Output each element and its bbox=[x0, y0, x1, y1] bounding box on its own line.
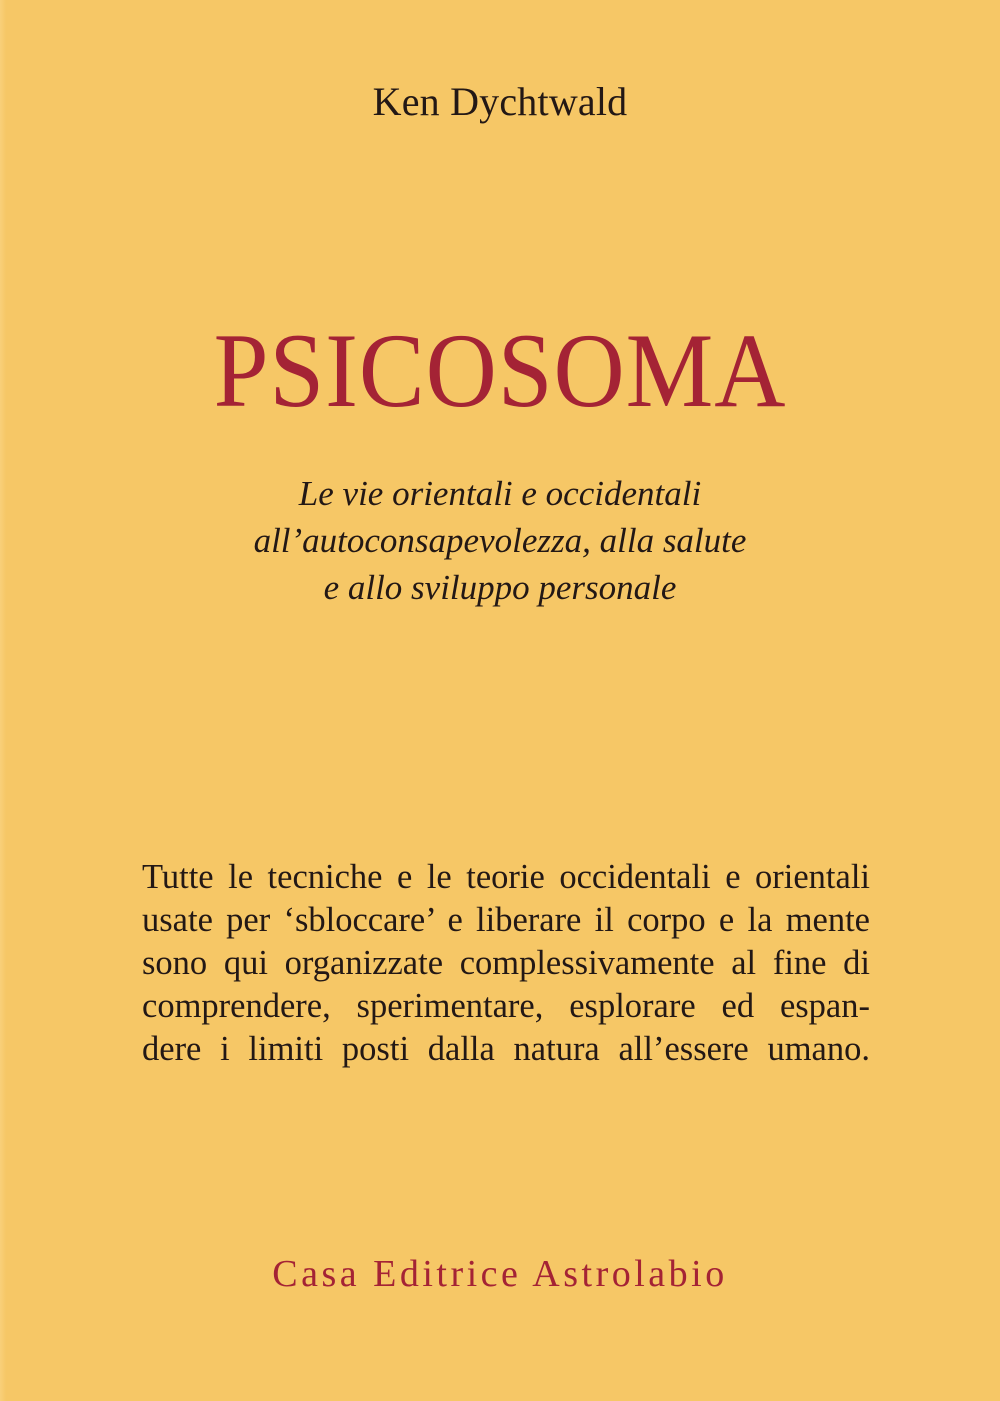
blurb-line: Tutte le tecniche e le teorie occidentali e orientali bbox=[142, 858, 870, 896]
book-subtitle bbox=[0, 470, 1000, 611]
book-blurb bbox=[142, 856, 870, 1071]
blurb-line: usate per ‘sbloccare’ e liberare il corpo e la mente bbox=[142, 901, 870, 939]
subtitle-line: all’autoconsapevolezza, alla salute bbox=[253, 521, 747, 560]
subtitle-line: Le vie orientali e occidentali bbox=[298, 474, 702, 513]
author-name: Ken Dychtwald bbox=[372, 79, 628, 124]
blurb-line: dere i limiti posti dalla natura all’essere umano. bbox=[142, 1030, 870, 1068]
book-title: PSICOSOMA bbox=[213, 312, 787, 429]
blurb-line: comprendere, sperimentare, esplorare ed espan- bbox=[142, 987, 870, 1025]
spine-edge bbox=[0, 0, 6, 1401]
publisher-name: Casa Editrice Astrolabio bbox=[272, 1253, 728, 1295]
blurb-line: sono qui organizzate complessivamente al fine di bbox=[142, 944, 870, 982]
subtitle-line: e allo sviluppo personale bbox=[323, 568, 677, 607]
